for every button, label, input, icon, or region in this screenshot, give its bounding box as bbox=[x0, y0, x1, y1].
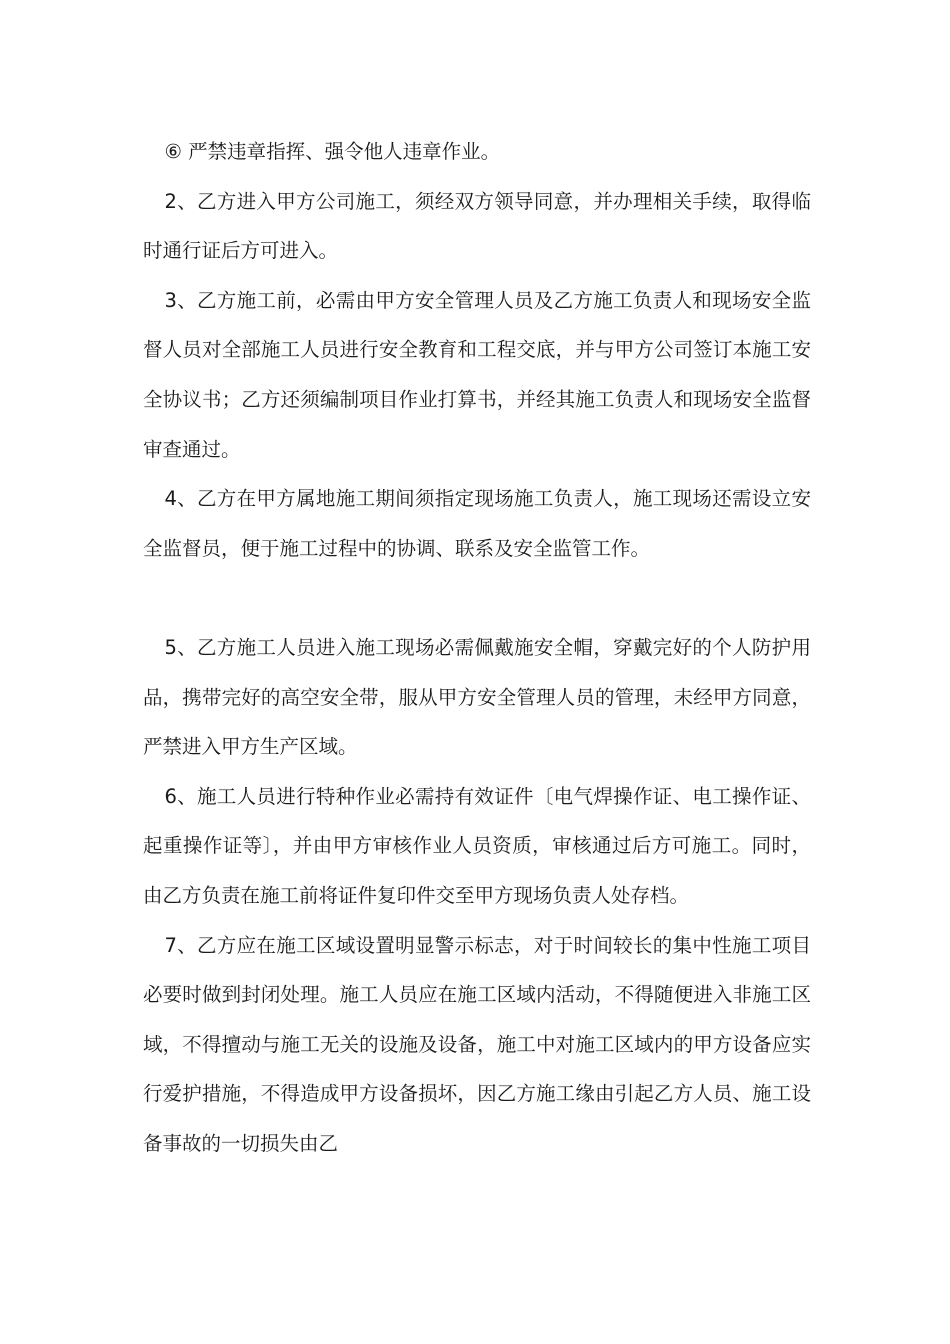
paragraph-clause-5: 5、乙方施工人员进入施工现场必需佩戴施安全帽，穿戴完好的个人防护用品，携带完好的高空安全带，服从甲方安全管理人员的管理，未经甲方同意，严禁进入甲方生产区域。 bbox=[143, 635, 811, 759]
paragraph-gap bbox=[143, 573, 811, 623]
paragraph-clause-7: 7、乙方应在施工区域设置明显警示标志，对于时间较长的集中性施工项目必要时做到封闭处理。施工人员应在施工区域内活动，不得随便进入非施工区域，不得擅动与施工无关的设施及设备，施工中对施工区域内的甲方设备应实行爱护措施，不得造成甲方设备损坏，因乙方施工缘由引起乙方人员、施工设备事故的一切损失由乙 bbox=[143, 933, 811, 1155]
paragraph-clause-6: 6、施工人员进行特种作业必需持有效证件〔电气焊操作证、电工操作证、起重操作证等〕，并由甲方审核作业人员资质，审核通过后方可施工。同时，由乙方负责在施工前将证件复印件交至甲方现场负责人处存档。 bbox=[143, 784, 811, 907]
paragraph-clause-4: 4、乙方在甲方属地施工期间须指定现场施工负责人，施工现场还需设立安全监督员，便于施工过程中的协调、联系及安全监管工作。 bbox=[143, 487, 811, 560]
paragraph-item-6: ⑥ 严禁违章指挥、强令他人违章作业。 bbox=[164, 140, 501, 163]
paragraph-clause-3: 3、乙方施工前，必需由甲方安全管理人员及乙方施工负责人和现场安全监督人员对全部施工人员进行安全教育和工程交底，并与甲方公司签订本施工安全协议书；乙方还须编制项目作业打算书，并经其施工负责人和现场安全监督审查通过。 bbox=[143, 288, 811, 461]
paragraph-clause-2: 2、乙方进入甲方公司施工，须经双方领导同意，并办理相关手续，取得临时通行证后方可进入。 bbox=[143, 189, 811, 263]
document-body bbox=[143, 127, 811, 1168]
